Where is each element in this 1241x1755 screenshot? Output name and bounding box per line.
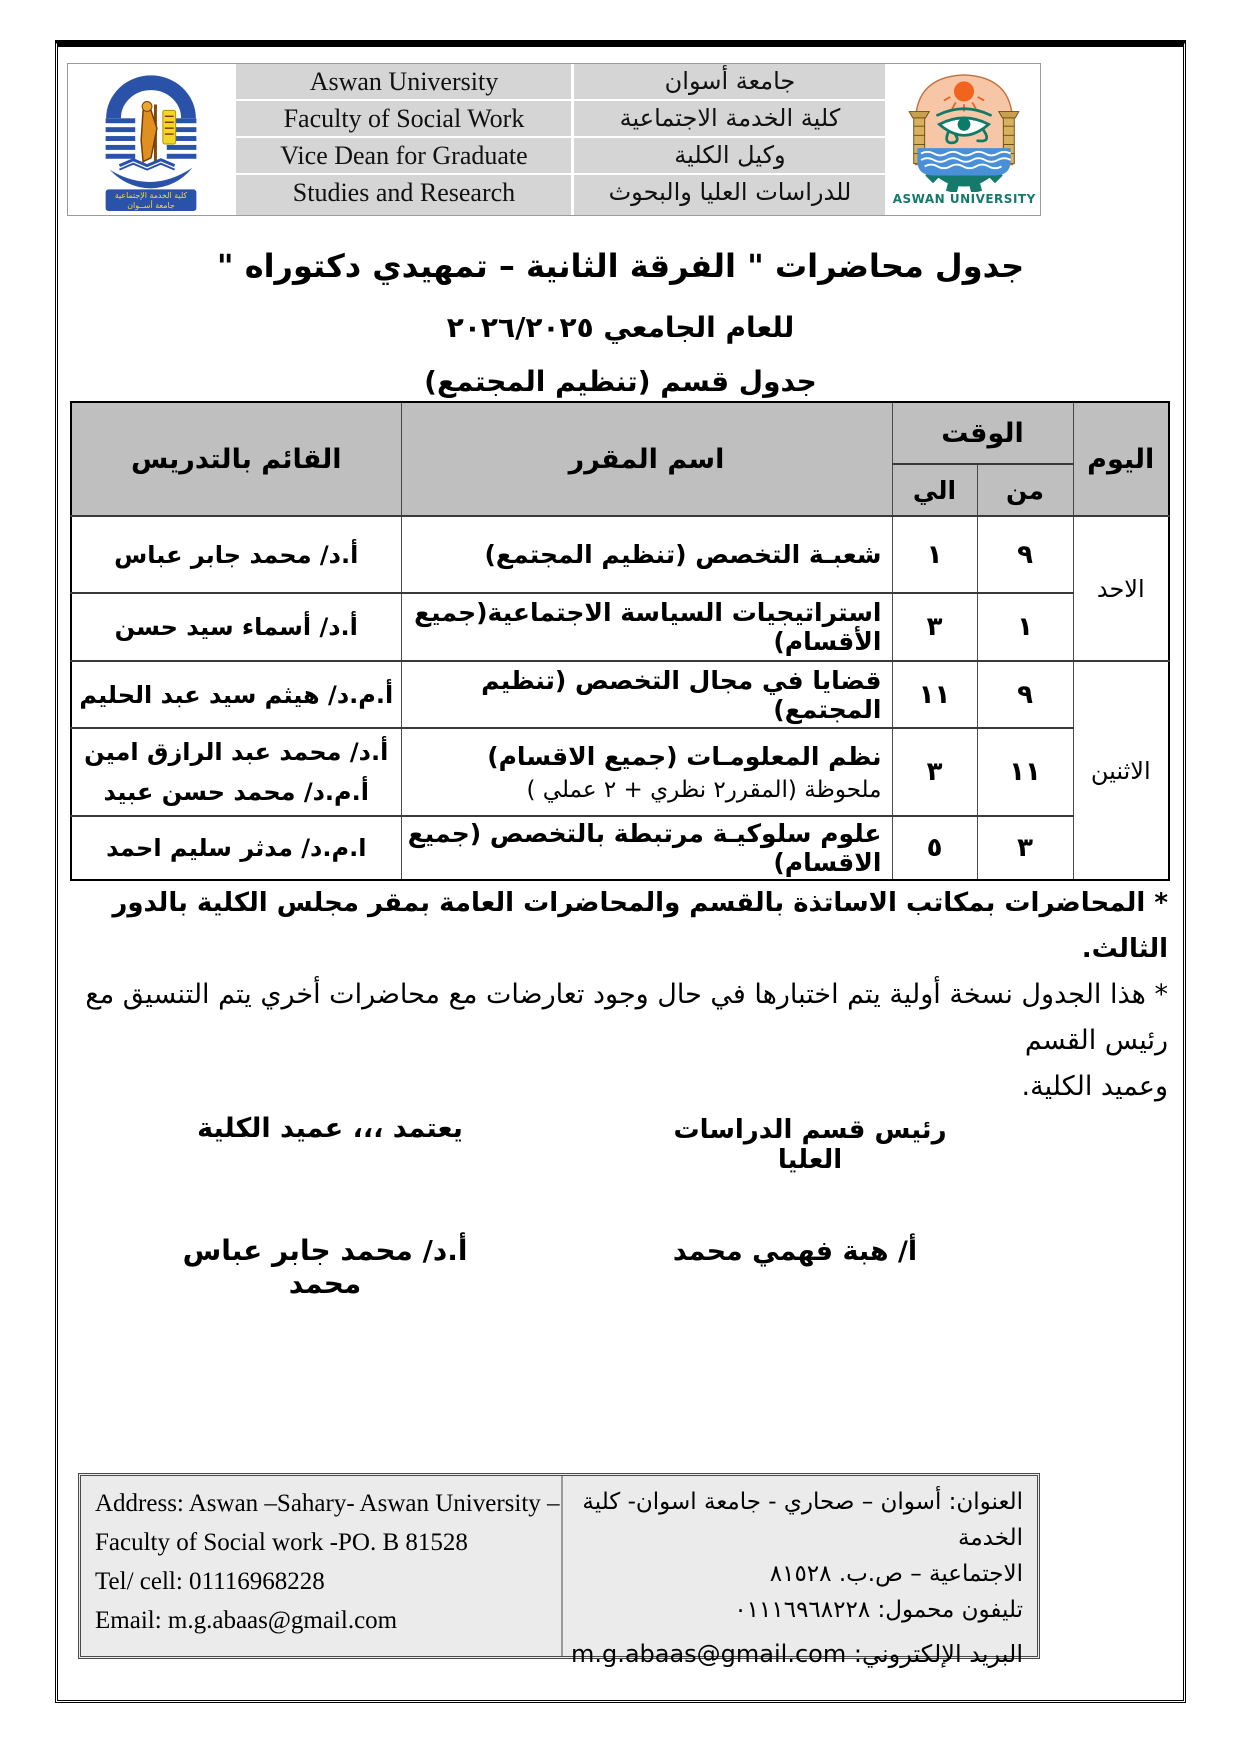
instructor-line: أ.م.د/ محمد حسن عبيد <box>103 778 369 806</box>
footer-ar-phone-line: تليفون محمول: ٠١١١٦٩٦٨٢٢٨ <box>734 1597 1023 1623</box>
footer-contact-box <box>78 1473 1040 1668</box>
header-ar-line: كلية الخدمة الاجتماعية <box>574 101 885 138</box>
table-row <box>71 516 1169 593</box>
faculty-logo <box>68 64 234 215</box>
notes-section <box>70 880 1168 1110</box>
footer-ar-address-line: الاجتماعية – ص.ب. ٨١٥٢٨ <box>769 1561 1023 1587</box>
footer-ar-email-line: البريد الإلكتروني: m.g.abaas@gmail.com <box>570 1640 1023 1668</box>
department-title: جدول قسم (تنظيم المجتمع) <box>424 365 817 398</box>
to-cell: ١١ <box>892 661 977 728</box>
footer-address-line: Address: Aswan –Sahary- Aswan University – <box>95 1490 560 1517</box>
header-en-line: Faculty of Social Work <box>236 101 571 138</box>
instructor-cell: أ.م.د/ هيثم سيد عبد الحليم <box>71 661 401 728</box>
course-cell: شعبـة التخصص (تنظيم المجتمع) <box>401 516 892 593</box>
footer-address-line: Faculty of Social work -PO. B 81528 <box>95 1529 468 1556</box>
header-time: الوقت <box>892 402 1073 464</box>
header-from: من <box>977 464 1073 516</box>
course-cell: قضايا في مجال التخصص (تنظيم المجتمع) <box>401 661 892 728</box>
from-cell: ٩ <box>977 661 1073 728</box>
graduate-studies-head-title: رئيس قسم الدراسات العليا <box>673 1115 947 1175</box>
to-cell: ٣ <box>892 728 977 816</box>
instructor-cell <box>71 728 401 816</box>
header-course: اسم المقرر <box>401 402 892 516</box>
to-cell: ٣ <box>892 593 977 661</box>
header-ar-line: وكيل الكلية <box>574 138 885 175</box>
instructor-cell: أ.د/ محمد جابر عباس <box>71 516 401 593</box>
academic-year-title: للعام الجامعي ٢٠٢٦/٢٠٢٥ <box>446 311 795 344</box>
header-to: الي <box>892 464 977 516</box>
university-logo-caption: ASWAN UNIVERSITY <box>892 192 1036 206</box>
header-english-block <box>236 64 571 215</box>
header-en-line: Aswan University <box>236 64 571 101</box>
to-cell: ١ <box>892 516 977 593</box>
note-line: وعميد الكلية. <box>1021 1071 1168 1102</box>
dean-name: أ.د/ محمد جابر عباس محمد <box>182 1234 468 1300</box>
schedule-table-container <box>70 401 1170 881</box>
header-ar-line: جامعة أسوان <box>574 64 885 101</box>
university-logo <box>888 64 1040 215</box>
dean-approval-title: يعتمد ،،، عميد الكلية <box>197 1113 463 1144</box>
instructor-cell: أ.د/ أسماء سيد حسن <box>71 593 401 661</box>
course-cell: استراتيجيات السياسة الاجتماعية(جميع الأقسام) <box>401 593 892 661</box>
page-title: جدول محاضرات " الفرقة الثانية – تمهيدي دكتوراه " <box>216 247 1025 285</box>
footer-ar-address-line: العنوان: أسوان – صحاري - جامعة اسوان- كلية الخدمة <box>582 1489 1023 1551</box>
to-cell: ٥ <box>892 816 977 880</box>
faculty-logo-caption-2: جامعة أســوان <box>127 200 175 210</box>
footer-arabic-block <box>561 1476 1037 1668</box>
course-note-line: ملحوظة (المقرر٢ نظري + ٢ عملي ) <box>526 776 882 803</box>
instructor-cell: ا.م.د/ مدثر سليم احمد <box>71 816 401 880</box>
table-row <box>71 593 1169 661</box>
footer-english-block <box>81 1476 561 1656</box>
footer-email-line: Email: m.g.abaas@gmail.com <box>95 1607 398 1634</box>
aswan-university-logo-icon <box>889 64 1039 192</box>
course-line: نظم المعلومـات (جميع الاقسام) <box>487 741 882 771</box>
faculty-of-social-work-logo-icon <box>85 67 217 213</box>
course-cell <box>401 728 892 816</box>
instructor-line: أ.د/ محمد عبد الرازق امين <box>84 738 389 766</box>
header-day: اليوم <box>1073 402 1169 516</box>
table-row <box>71 816 1169 880</box>
faculty-logo-caption-1: كلية الخدمة الإجتماعية <box>115 190 188 200</box>
from-cell: ٣ <box>977 816 1073 880</box>
header-en-line: Studies and Research <box>292 178 516 207</box>
footer-phone-line: Tel/ cell: 01116968228 <box>95 1568 325 1595</box>
day-cell: الاحد <box>1073 516 1169 661</box>
note-line: * المحاضرات بمكاتب الاساتذة بالقسم والمحاضرات العامة بمقر مجلس الكلية بالدور الثالث. <box>112 888 1168 964</box>
day-cell: الاثنين <box>1073 661 1169 880</box>
schedule-table <box>70 401 1170 881</box>
header-arabic-block <box>574 64 885 215</box>
header-en-line: Vice Dean for Graduate <box>236 138 571 175</box>
from-cell: ١ <box>977 593 1073 661</box>
header-instructor: القائم بالتدريس <box>71 402 401 516</box>
table-row <box>71 661 1169 728</box>
from-cell: ١١ <box>977 728 1073 816</box>
header-ar-line: للدراسات العليا والبحوث <box>608 178 852 206</box>
note-line: * هذا الجدول نسخة أولية يتم اختبارها في حال وجود تعارضات مع محاضرات أخري يتم التنسيق مع رئيس القسم <box>85 979 1168 1056</box>
graduate-studies-head-name: أ/ هبة فهمي محمد <box>672 1236 918 1267</box>
course-cell: علوم سلوكيـة مرتبطة بالتخصص (جميع الاقسام) <box>401 816 892 880</box>
from-cell: ٩ <box>977 516 1073 593</box>
header <box>68 64 1040 215</box>
table-row <box>71 728 1169 816</box>
